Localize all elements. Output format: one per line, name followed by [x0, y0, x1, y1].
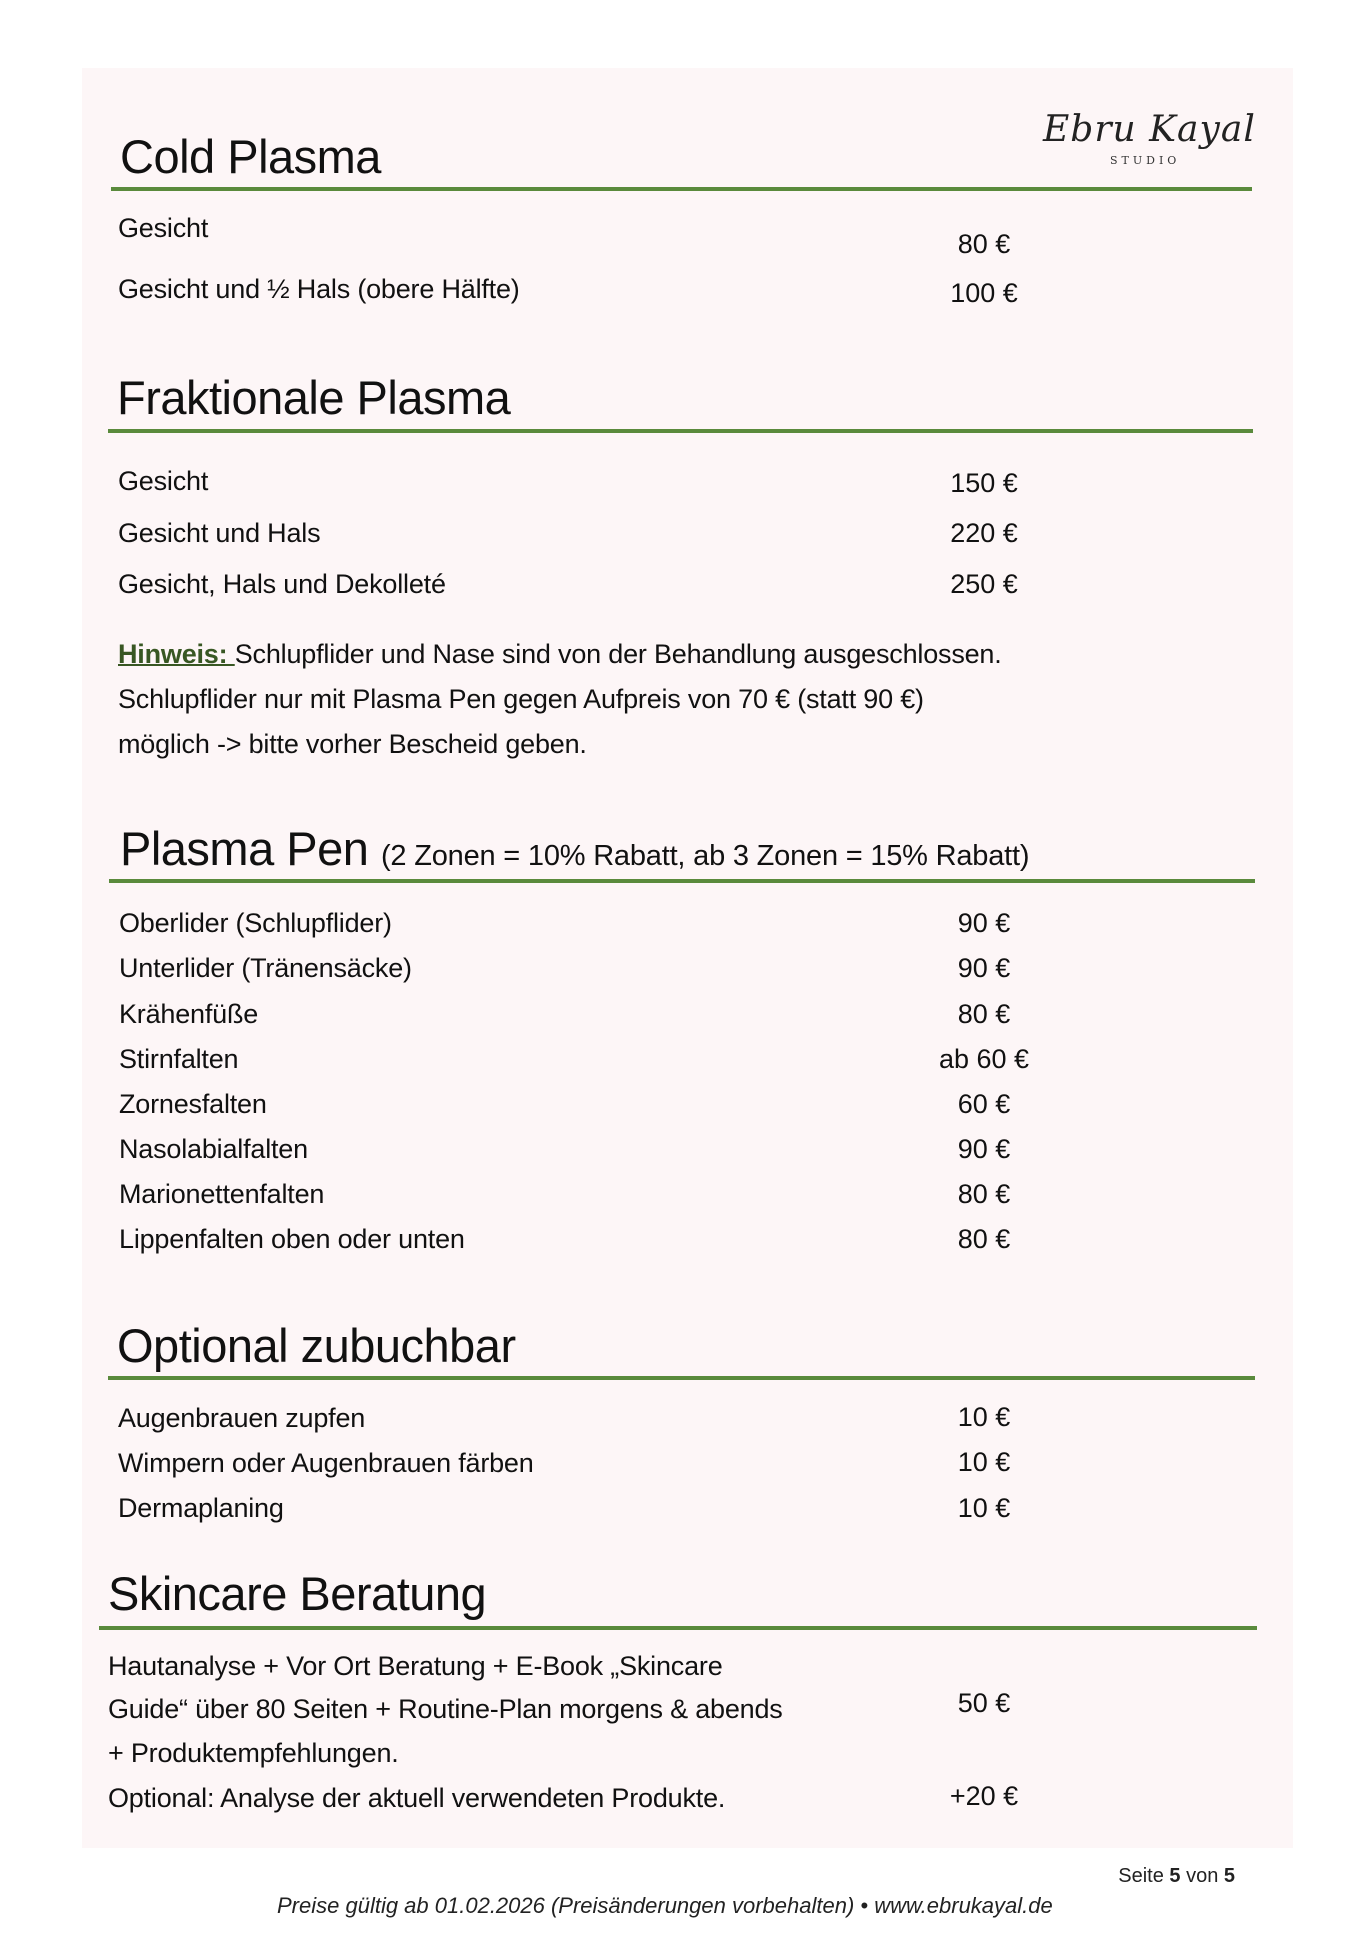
page-current: 5: [1169, 1865, 1181, 1887]
item-price: 220 €: [950, 518, 1018, 548]
item-price: 100 €: [950, 278, 1018, 308]
item-price: ab 60 €: [938, 1044, 1030, 1074]
page-mid: von: [1180, 1865, 1224, 1887]
item-label: Marionettenfalten: [119, 1179, 325, 1209]
item-label: Zornesfalten: [119, 1089, 267, 1119]
section-title-plasma-pen: [120, 822, 1030, 880]
page-total: 5: [1223, 1865, 1235, 1887]
skincare-optional-price: +20 €: [949, 1781, 1019, 1811]
section-divider: [108, 429, 1253, 433]
item-price: 80 €: [957, 1179, 1011, 1209]
item-label: Stirnfalten: [119, 1044, 239, 1074]
item-label: Nasolabialfalten: [119, 1134, 308, 1164]
hinweis-text: Schlupflider und Nase sind von der Behandlung ausgeschlossen.: [234, 639, 1002, 669]
hinweis-label: Hinweis:: [118, 639, 235, 669]
item-label: Oberlider (Schlupflider): [119, 908, 392, 938]
item-price: 90 €: [957, 908, 1011, 938]
item-label: Augenbrauen zupfen: [118, 1403, 366, 1433]
item-label: Gesicht, Hals und Dekolleté: [118, 569, 446, 599]
item-price: 10 €: [957, 1402, 1011, 1432]
item-label: Lippenfalten oben oder unten: [119, 1224, 465, 1254]
logo-tagline: STUDIO: [1110, 154, 1181, 167]
item-price: 250 €: [950, 569, 1018, 599]
skincare-description-line: Guide“ über 80 Seiten + Routine-Plan morgens & abends: [108, 1694, 783, 1724]
skincare-description-line: Hautanalyse + Vor Ort Beratung + E-Book „Skincare: [108, 1651, 723, 1681]
section-subtitle-discount: (2 Zonen = 10% Rabatt, ab 3 Zonen = 15% Rabatt): [380, 840, 1030, 872]
section-title-fraktionale-plasma: Fraktionale Plasma: [117, 371, 511, 424]
item-price: 60 €: [957, 1089, 1011, 1119]
item-label: Unterlider (Tränensäcke): [119, 953, 412, 983]
item-label: Krähenfüße: [119, 999, 259, 1029]
item-price: 90 €: [957, 953, 1011, 983]
item-price: 90 €: [957, 1134, 1011, 1164]
skincare-description-line: + Produktempfehlungen.: [108, 1738, 399, 1768]
section-title-cold-plasma: Cold Plasma: [120, 130, 381, 183]
skincare-optional-label: Optional: Analyse der aktuell verwendeten Produkte.: [108, 1783, 726, 1813]
item-label: Wimpern oder Augenbrauen färben: [118, 1448, 534, 1478]
item-label: Dermaplaning: [118, 1493, 284, 1523]
item-price: 80 €: [957, 1224, 1011, 1254]
section-divider: [111, 187, 1252, 191]
section-divider: [108, 1376, 1255, 1380]
item-price: 80 €: [957, 229, 1011, 259]
item-price: 150 €: [950, 468, 1018, 498]
item-price: 10 €: [957, 1447, 1011, 1477]
item-price: 10 €: [957, 1493, 1011, 1523]
item-label: Gesicht: [118, 213, 209, 243]
section-divider: [109, 879, 1255, 883]
item-label: Gesicht: [118, 466, 209, 496]
section-title-skincare-beratung: Skincare Beratung: [108, 1567, 487, 1620]
section-divider: [99, 1626, 1257, 1630]
page-prefix: Seite: [1118, 1865, 1170, 1887]
item-label: Gesicht und ½ Hals (obere Hälfte): [118, 274, 520, 304]
page-number: [1118, 1866, 1235, 1886]
item-label: Gesicht und Hals: [118, 518, 321, 548]
hinweis-line-1: [118, 641, 1002, 668]
logo-wordmark: Ebru Kayal: [1043, 109, 1256, 150]
hinweis-line-2: Schlupflider nur mit Plasma Pen gegen Aufpreis von 70 € (statt 90 €): [118, 684, 924, 714]
skincare-price: 50 €: [957, 1688, 1011, 1718]
item-price: 80 €: [957, 999, 1011, 1029]
footer-validity-note: Preise gültig ab 01.02.2026 (Preisänderungen vorbehalten) • www.ebrukayal.de: [277, 1893, 1053, 1918]
section-title-text: Plasma Pen: [120, 822, 369, 875]
hinweis-line-3: möglich -> bitte vorher Bescheid geben.: [118, 729, 587, 759]
section-title-optional-zubuchbar: Optional zubuchbar: [117, 1319, 516, 1372]
